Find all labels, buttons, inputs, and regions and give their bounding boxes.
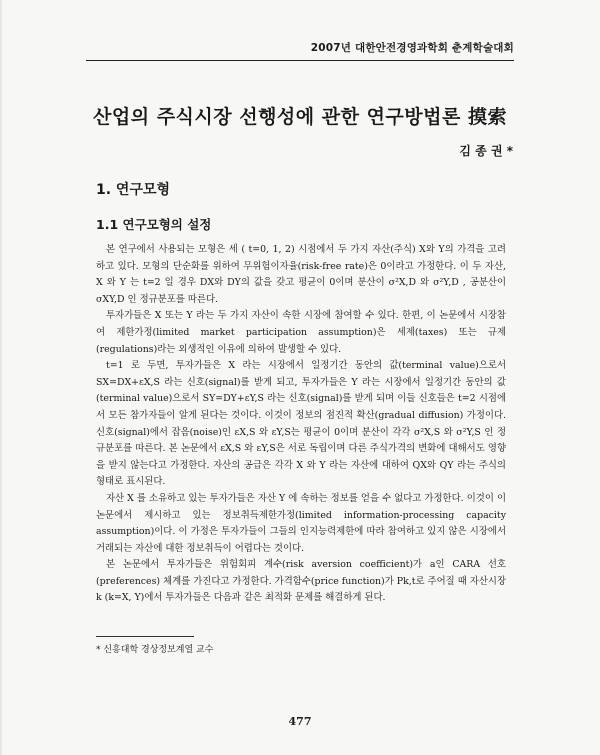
running-header: 2007년 대한안전경영과학회 춘계학술대회 [310, 42, 514, 54]
paragraph-2: 투자가들은 X 또는 Y 라는 두 가지 자산이 속한 시장에 참여할 수 있다. 한편, 이 논문에서 시장참여 제한가정(limited market participation assumption)은 세제(taxes) 또는 규제(regulations)라는 외생적인 이유에 의하여 발생할 수 있다. [96, 310, 506, 355]
page-number: 477 [288, 715, 312, 728]
paragraph-5: 본 논문에서 투자가들은 위험회피 계수(risk aversion coefficient)가 a인 CARA 선호(preferences) 체계를 가진다고 가정한다. 가격함수(price function)가 Pk,t로 주어질 때 자산시장 k (k=X, Y)에서 투자가들은 다음과 같은 최적화 문제를 해결하게 된다. [96, 559, 506, 604]
footnote: * 신흥대학 경상정보계열 교수 [96, 645, 214, 655]
subsection-heading: 1.1 연구모형의 설정 [96, 217, 212, 232]
paragraph-3: t=1 로 두면, 투자가들은 X 라는 시장에서 일정기간 동안의 값(terminal value)으로서 SX=DX+εX,S 라는 신호(signal)를 받게 되고, 투자가들은 Y 라는 시장에서 일정기간 동안의 값(terminal value)으로서 SY=DY+εY,S 라는 신호(signal)를 받게 되며 이들 신호들은 t=2 시점에서 모든 참가자들이 알게 된다는 것이다. 이것이 정보의 점진적 확산(gradual diffusion) 가정이다. 신호(signal)에서 잡음(noise)인 εX,S 와 εY,S는 평균이 0이며 분산이 각각 σ²X,S 와 σ²Y,S 인 정규분포를 따른다. 본 논문에서 εX,S 와 εY,S은 서로 독립이며 다른 주식가격의 변화에 대해서도 영향을 받지 않는다고 가정한다. 자산의 공급은 각각 X 와 Y 라는 자산에 대하여 QX와 QY 라는 주식의 형태로 표시된다. [96, 360, 506, 488]
body-text [96, 242, 506, 607]
author-name: 김 종 권 * [459, 144, 513, 158]
paper-title: 산업의 주식시장 선행성에 관한 연구방법론 摸索 [93, 106, 507, 128]
footnote-rule [96, 636, 194, 637]
section-heading: 1. 연구모형 [96, 182, 171, 198]
header-rule [86, 60, 514, 61]
paragraph-4: 자산 X 를 소유하고 있는 투자가들은 자산 Y 에 속하는 정보를 얻을 수 없다고 가정한다. 이것이 이 논문에서 제시하고 있는 정보취득제한가정(limited information-processing capacity assumption)이다. 이 가정은 투자가들이 그들의 인지능력제한에 따라 참여하고 있지 않은 시장에서 거래되는 자산에 대한 정보취득이 어렵다는 것이다. [96, 492, 506, 554]
paragraph-1: 본 연구에서 사용되는 모형은 세 ( t=0, 1, 2) 시점에서 두 가지 자산(주식) X와 Y의 가격을 고려하고 있다. 모형의 단순화를 위하여 무위험이자율(risk-free rate)은 0이라고 가정한다. 이 두 자산, X 와 Y 는 t=2 일 경우 DX와 DY의 값을 갖고 평균이 0이며 분산이 σ²X,D 와 σ²Y,D , 공분산이 σXY,D 인 정규분포를 따른다. [96, 244, 506, 305]
